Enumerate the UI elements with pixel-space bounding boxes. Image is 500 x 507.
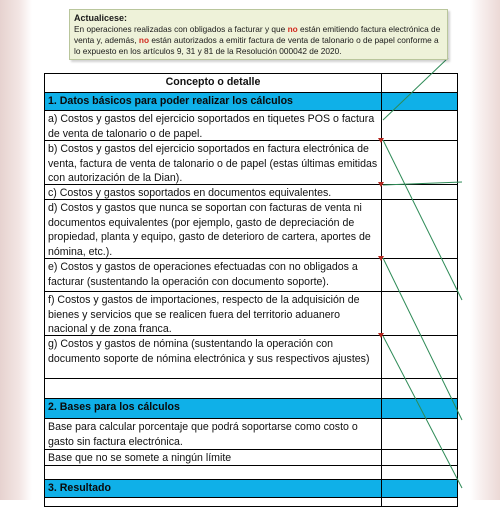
spreadsheet-table [44,73,458,507]
section-row-datos-basicos [45,92,457,110]
comment-marker-icon[interactable] [378,256,384,261]
row-label-base-sin-limite[interactable]: Base que no se somete a ningún límite [48,452,232,464]
row-value-e[interactable] [381,259,457,291]
section-value-cell[interactable] [381,480,457,497]
table-row-c [45,184,457,199]
row-value-d[interactable] [381,200,457,258]
section-label[interactable]: 1. Datos básicos para poder realizar los cálculos [48,95,293,107]
comment-emphasis: no [138,35,150,46]
row-label-c[interactable]: c) Costos y gastos soportados en documentos equivalentes. [48,187,332,199]
section-row-resultado [45,479,457,497]
table-row-f [45,291,457,335]
section-value-cell[interactable] [381,93,457,110]
row-label-f[interactable]: f) Costos y gastos de importaciones, respecto de la adquisición de bienes y servicios que se realicen fuera del territorio aduanero nacional y de zona franca. [48,294,360,336]
comment-marker-icon[interactable] [378,333,384,338]
header-value-cell[interactable] [381,74,457,92]
right-background-band [470,0,500,500]
table-row-b [45,140,457,184]
comment-marker-icon[interactable] [378,138,384,143]
table-row-a [45,110,457,140]
blank-value-cell[interactable] [381,466,457,479]
cell-comment-popup[interactable] [69,9,448,60]
row-label-g[interactable]: g) Costos y gastos de nómina (sustentando la operación con documento soporte de nómina electrónica y sus respectivos ajustes) [48,338,370,365]
comment-text-part: están autorizados a emitir factura de venta de talonario o de papel conforme a lo expuesto en los artículos 9, 31 y 81 de la Resolución 000042 de 2020. [74,35,439,57]
table-row-d [45,199,457,258]
blank-row [45,497,457,506]
table-row-e [45,258,457,291]
row-label-b[interactable]: b) Costos y gastos del ejercicio soportados en factura electrónica de venta, factura de venta de talonario o de papel (estas últimas emitidas con autorización de la Dian). [48,143,378,185]
header-concepto-cell[interactable]: Concepto o detalle [165,76,261,88]
row-value-base-porcentaje[interactable] [381,419,457,449]
section-label[interactable]: 3. Resultado [48,482,111,494]
row-value-c[interactable] [381,185,457,199]
row-label-base-porcentaje[interactable]: Base para calcular porcentaje que podrá soportarse como costo o gasto sin factura electrónica. [48,421,358,448]
comment-title: Actualicese: [74,13,128,23]
blank-row [45,465,457,479]
table-row-base-sin-limite [45,449,457,465]
section-value-cell[interactable] [381,399,457,418]
left-background-band [0,0,32,500]
row-value-base-sin-limite[interactable] [381,450,457,465]
row-label-a[interactable]: a) Costos y gastos del ejercicio soportados en tiquetes POS o factura de venta de talonario o de papel. [48,113,375,140]
section-row-bases [45,398,457,418]
row-value-a[interactable] [381,111,457,140]
row-label-e[interactable]: e) Costos y gastos de operaciones efectuadas con no obligados a facturar (sustentando la operación con documento soporte). [48,261,358,288]
blank-cell[interactable] [45,498,381,506]
blank-cell[interactable] [45,466,381,479]
table-header-row [45,74,457,92]
table-row-base-porcentaje [45,418,457,449]
blank-value-cell[interactable] [381,498,457,506]
comment-emphasis: no [287,24,298,34]
row-value-b[interactable] [381,141,457,184]
table-row-g [45,335,457,378]
section-label[interactable]: 2. Bases para los cálculos [48,401,180,413]
comment-body [74,24,443,58]
blank-value-cell[interactable] [381,379,457,398]
blank-cell[interactable] [45,379,381,398]
comment-text-part: están emitiendo factura electrónica de venta y, además, [74,24,441,46]
row-value-f[interactable] [381,292,457,335]
comment-marker-icon[interactable] [378,182,384,187]
comment-text-part: En operaciones realizadas con obligados a facturar y que [74,24,288,34]
row-value-g[interactable] [381,336,457,378]
blank-row [45,378,457,398]
row-label-d[interactable]: d) Costos y gastos que nunca se soportan con facturas de venta ni documentos equivalentes (por ejemplo, gasto de depreciación de propiedad, planta y equipo, gasto de deterioro de cartera, aportes de nómina, etc.). [48,202,371,258]
